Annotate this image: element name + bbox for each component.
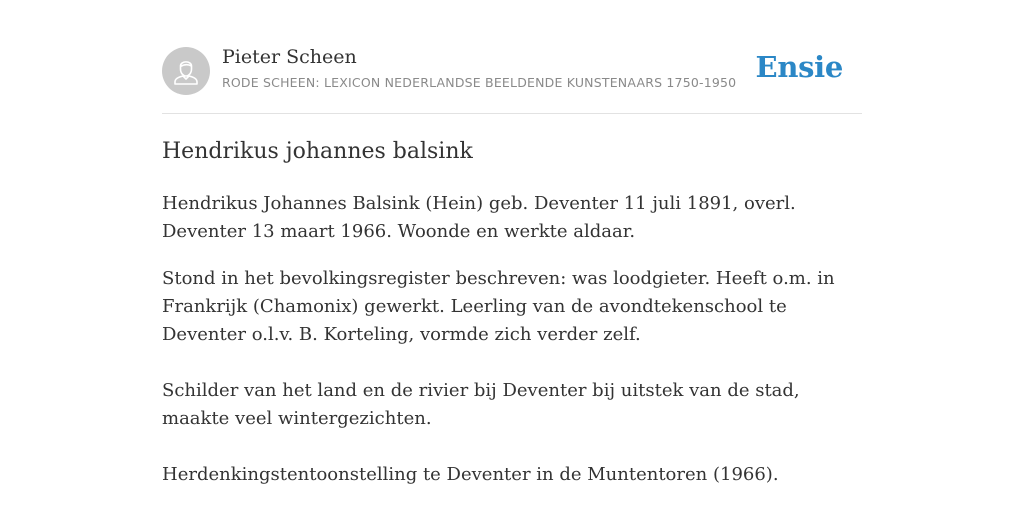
article-paragraph: Schilder van het land en de rivier bij Deventer bij uitstek van de stad, maakte veel wintergezichten. [162,380,800,429]
source-title[interactable]: RODE SCHEEN: LEXICON NEDERLANDSE BEELDENDE KUNSTENAARS 1750-1950 [222,75,737,90]
author-avatar[interactable] [162,47,210,95]
article-body [162,136,862,489]
article-title: Hendrikus johannes balsink [162,139,473,164]
author-name[interactable]: Pieter Scheen [222,46,357,68]
ensie-logo[interactable]: Ensie [755,50,843,84]
article-paragraph: Hendrikus Johannes Balsink (Hein) geb. Deventer 11 juli 1891, overl. Deventer 13 maart 1966. Woonde en werkte aldaar. [162,193,796,242]
article-header [162,44,862,114]
article-paragraph: Herdenkingstentoonstelling te Deventer in de Muntentoren (1966). [162,464,779,485]
article-paragraph: Stond in het bevolkingsregister beschreven: was loodgieter. Heeft o.m. in Frankrijk (Chamonix) gewerkt. Leerling van de avondtekenschool te Deventer o.l.v. B. Korteling, vormde zich verder zelf. [162,268,835,345]
user-silhouette-icon [162,47,210,95]
